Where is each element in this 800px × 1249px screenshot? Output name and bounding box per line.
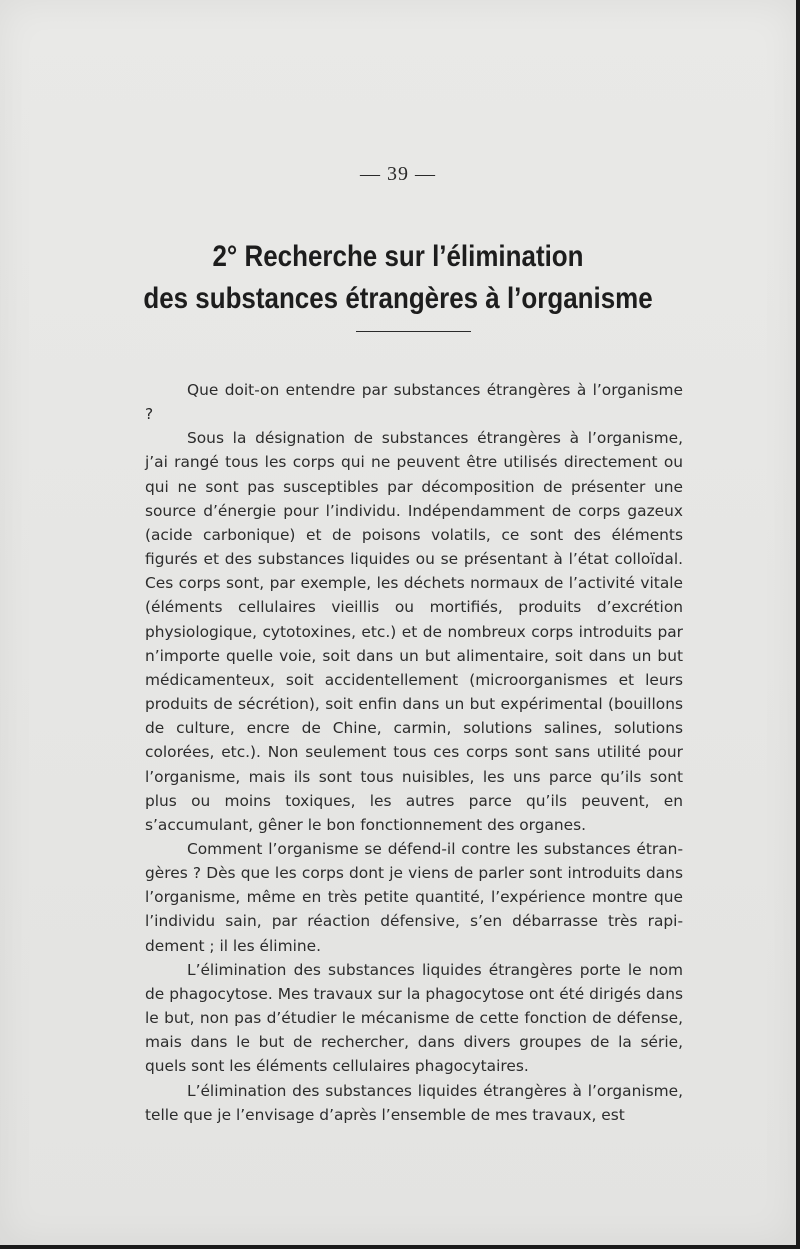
body-text bbox=[145, 378, 683, 1127]
paragraph: Sous la désignation de substances étrangères à l’organisme, j’ai rangé tous les corps qui ne peuvent être utilisés directement ou qui ne sont pas susceptibles par décomposition de présenter une source d’énergie pour l’individu. Indépendamment de corps gazeux (acide carbonique) et de poisons volatils, ce sont des éléments figurés et des substances liquides ou se présentant à l’état colloïdal. Ces corps sont, par exemple, les déchets normaux de l’activité vitale (éléments cellulaires vieillis ou mortifiés, produits d’excrétion physiologique, cytotoxines, etc.) et de nombreux corps introduits par n’importe quelle voie, soit dans un but alimentaire, soit dans un but médicamenteux, soit accidentellement (microorganismes et leurs produits de sécrétion), soit enfin dans un but expérimental (bouillons de culture, encre de Chine, carmin, solutions salines, solutions colorées, etc.). Non seulement tous ces corps sont sans utilité pour l’organisme, mais ils sont tous nuisibles, les uns parce qu’ils sont plus ou moins toxiques, les autres parce qu’ils peuvent, en s’accumulant, gêner le bon fonctionnement des organes. bbox=[145, 429, 683, 834]
paragraph: L’élimination des substances liquides étrangères porte le nom de phagocytose. Mes travaux sur la phagocytose ont été dirigés dans le but, non pas d’étudier le mécanisme de cette fonction de défense, mais dans le but de rechercher, dans divers groupes de la série, quels sont les éléments cellulaires phagocytaires. bbox=[145, 960, 683, 1076]
page-number: — 39 — bbox=[360, 163, 436, 185]
section-title-line-1: 2° Recherche sur l’élimination bbox=[212, 240, 584, 273]
section-title bbox=[48, 236, 748, 320]
paragraph: L’élimination des substances liquides étrangères à l’organisme, telle que je l’envisage d’après l’ensemble de mes travaux, est bbox=[145, 1081, 683, 1124]
section-title-line-2: des substances étrangères à l’organisme bbox=[143, 282, 653, 315]
title-divider bbox=[356, 331, 471, 332]
paragraph: Que doit-on entendre par substances étrangères à l’organisme ? bbox=[145, 381, 683, 424]
paragraph: Comment l’organisme se défend-il contre les substances étrangères ? Dès que les corps dont je viens de parler sont introduits dans l’organisme, même en très petite quantité, l’expérience montre que l’individu sain, par réaction défensive, s’en débarrasse très rapidement ; il les élimine. bbox=[145, 839, 683, 955]
